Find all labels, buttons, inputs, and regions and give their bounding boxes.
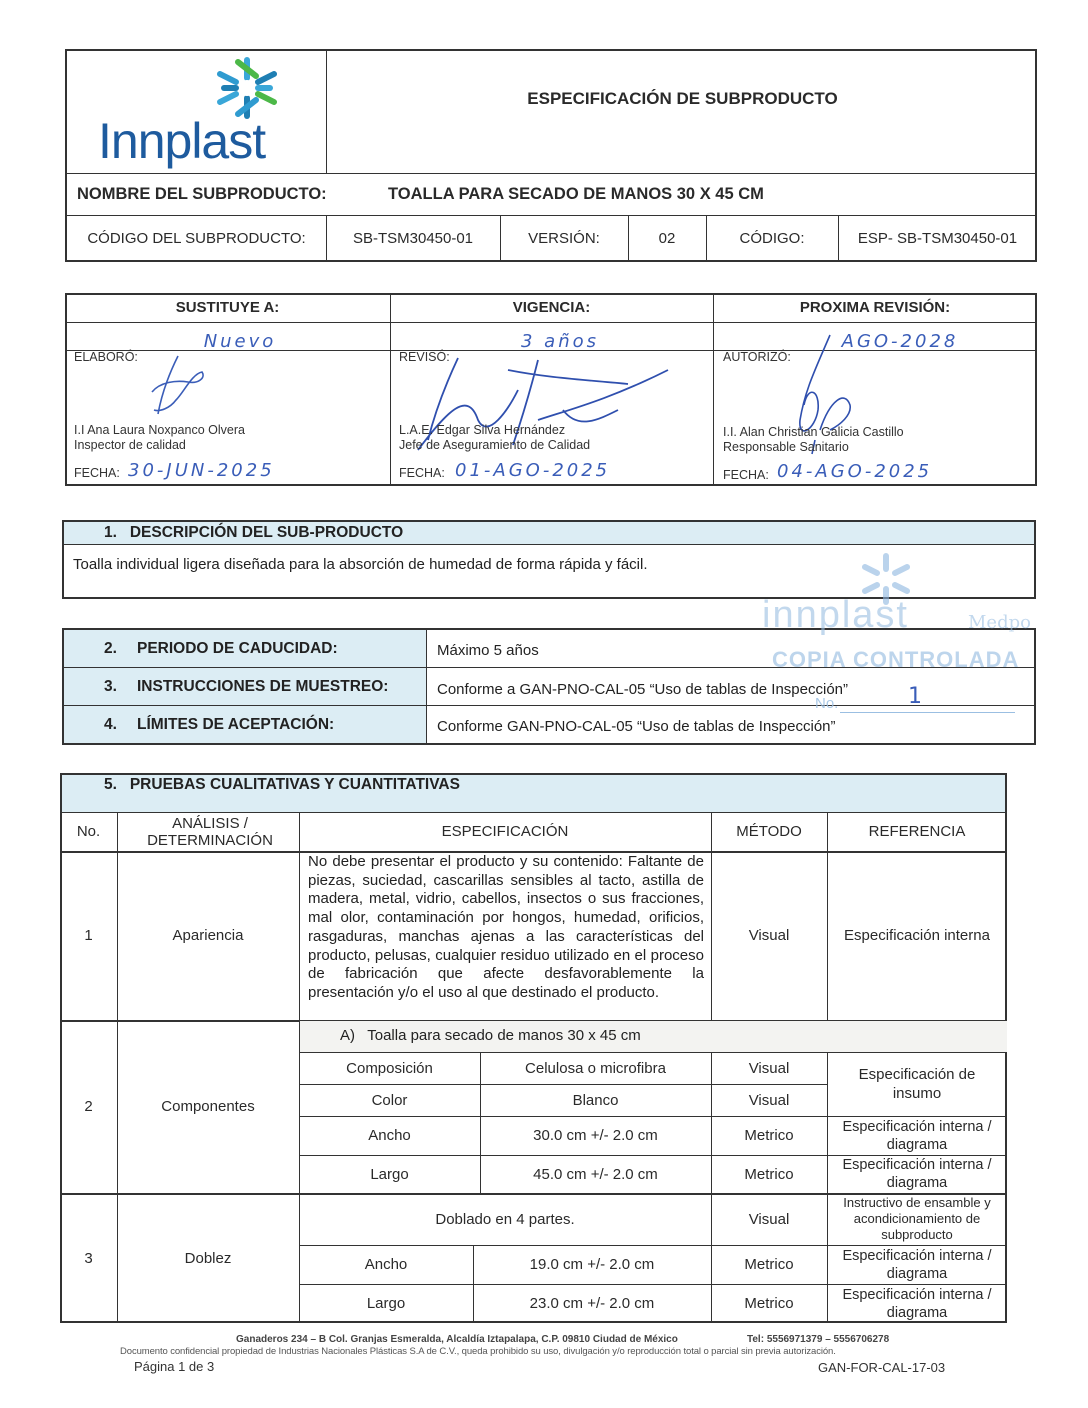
- component-attr: Color: [371, 1091, 408, 1109]
- fold-attr: Ancho: [364, 1256, 408, 1273]
- component-method: Metrico: [744, 1127, 794, 1144]
- version-value: 02: [658, 230, 676, 247]
- subproduct-name-label: NOMBRE DEL SUBPRODUCTO:: [77, 184, 327, 203]
- elaboro-role: Inspector de calidad: [74, 438, 186, 452]
- fold-reference: Instructivo de ensamble y acondicionamiento de subproducto: [843, 1195, 991, 1242]
- component-attr: Largo: [370, 1165, 409, 1183]
- column-header-specification: ESPECIFICACIÓN: [441, 823, 569, 840]
- watermark-partner: Medpo: [968, 612, 1031, 633]
- divider: [426, 628, 427, 745]
- divider: [827, 1193, 828, 1323]
- row2-number: 2: [84, 1098, 93, 1115]
- section1-title: 1. DESCRIPCIÓN DEL SUB-PRODUCTO: [104, 524, 404, 541]
- column-header-reference: REFERENCIA: [868, 823, 966, 840]
- elaboro-date: 30-JUN-2025: [128, 460, 275, 481]
- reviso-date: 01-AGO-2025: [455, 460, 611, 481]
- fold-reference: Especificación interna / diagrama: [842, 1286, 992, 1321]
- section4-value: Conforme GAN-PNO-CAL-05 “Uso de tablas de Inspección”: [437, 718, 836, 735]
- elaboro-name: I.I Ana Laura Noxpanco Olvera: [74, 423, 245, 437]
- substitutes-value: Nuevo: [203, 330, 277, 352]
- fold-value: 23.0 cm +/- 2.0 cm: [529, 1295, 655, 1312]
- section3-number: 3.: [104, 678, 117, 695]
- form-code: GAN-FOR-CAL-17-03: [818, 1360, 946, 1375]
- autorizo-date-label: FECHA:: [723, 468, 769, 482]
- subproduct-code-value: SB-TSM30450-01: [352, 230, 474, 247]
- company-logo: [90, 56, 305, 171]
- document-title: ESPECIFICACIÓN DE SUBPRODUCTO: [527, 89, 838, 108]
- divider: [62, 705, 1036, 706]
- component-value: Blanco: [572, 1091, 619, 1109]
- next-review-value: AGO-2028: [841, 330, 959, 352]
- elaboro-label: ELABORÓ:: [74, 350, 138, 364]
- divider: [62, 544, 1036, 545]
- copy-number-line: [840, 712, 1015, 713]
- row3-number: 3: [84, 1249, 93, 1267]
- autorizo-label: AUTORIZÓ:: [723, 350, 791, 364]
- fold-method: Visual: [748, 1210, 790, 1228]
- substitutes-label: SUSTITUYE A:: [175, 299, 280, 316]
- row3-analysis: Doblez: [184, 1249, 232, 1267]
- divider: [326, 49, 327, 173]
- divider: [65, 322, 1037, 323]
- subproduct-code-label: CÓDIGO DEL SUBPRODUCTO:: [87, 230, 306, 247]
- component-attr: Composición: [346, 1059, 433, 1077]
- column-header-method: MÉTODO: [736, 823, 802, 840]
- component-method: Visual: [748, 1059, 790, 1077]
- section4-number: 4.: [104, 716, 117, 733]
- component-shared-reference: Especificación de insumo: [858, 1066, 976, 1102]
- component-value: 30.0 cm +/- 2.0 cm: [533, 1127, 658, 1144]
- section3-value: Conforme a GAN-PNO-CAL-05 “Uso de tablas de Inspección”: [437, 681, 849, 698]
- component-method: Metrico: [744, 1165, 794, 1183]
- copy-number-value: 1: [908, 684, 925, 709]
- fold-value: 19.0 cm +/- 2.0 cm: [529, 1256, 655, 1273]
- divider: [827, 1052, 828, 1193]
- section3-label: INSTRUCCIONES DE MUESTREO:: [137, 678, 389, 695]
- reviso-name: L.A.E. Edgar Silva Hernández: [399, 423, 566, 437]
- component-method: Visual: [748, 1091, 790, 1109]
- fold-spec: Doblado en 4 partes.: [435, 1210, 575, 1228]
- section2-value: Máximo 5 años: [437, 642, 539, 659]
- reviso-date-label: FECHA:: [399, 466, 445, 480]
- document-code-label: CÓDIGO:: [739, 230, 805, 247]
- section2-label: PERIODO DE CADUCIDAD:: [137, 640, 338, 657]
- validity-label: VIGENCIA:: [512, 299, 591, 316]
- section1-text: Toalla individual ligera diseñada para la absorción de humedad de forma rápida y fácil.: [73, 556, 648, 573]
- autorizo-date: 04-AGO-2025: [777, 461, 933, 482]
- page-number: Página 1 de 3: [134, 1359, 215, 1374]
- logo-wordmark: Innplast: [98, 113, 266, 169]
- section4-label: LÍMITES DE ACEPTACIÓN:: [137, 716, 335, 733]
- row1-reference: Especificación interna: [844, 927, 990, 944]
- validity-value: 3 años: [520, 330, 599, 352]
- row1-number: 1: [84, 927, 93, 944]
- column-header-no: No.: [76, 823, 101, 840]
- row1-specification: No debe presentar el producto y su contenido: Faltante de piezas, suciedad, cascarillas sensibles al tacto, astilla de madera, metal, vidrio, cabellos, insectos o sus fracciones, mal olor, contaminación por hongos, humedad, orificios, rasgaduras, manchas ajenas a las características del producto, pelusas, cualquier residuo utilizado en el proceso de fabricación que afecte desfavorablemente la presentación y/o el uso al que destinado el producto.: [308, 853, 704, 1001]
- reviso-role: Jefe de Aseguramiento de Calidad: [399, 438, 591, 452]
- section5-title: 5. PRUEBAS CUALITATIVAS Y CUANTITATIVAS: [104, 776, 460, 793]
- fold-reference: Especificación interna / diagrama: [842, 1247, 992, 1282]
- row1-analysis: Apariencia: [172, 927, 244, 944]
- column-header-analysis: ANÁLISIS / DETERMINACIÓN: [147, 814, 273, 849]
- section2-number: 2.: [104, 640, 117, 657]
- component-value: 45.0 cm +/- 2.0 cm: [533, 1165, 658, 1183]
- component-value: Celulosa o microfibra: [525, 1059, 666, 1077]
- controlled-copy-stamp: COPIA CONTROLADA: [772, 647, 1020, 672]
- autorizo-role: Responsable Sanitario: [723, 440, 849, 454]
- footer-disclaimer: Documento confidencial propiedad de Industrias Nacionales Plásticas S.A de C.V., queda prohibido su uso, divulgación y/o reproducción total o parcial sin previa autorización.: [120, 1346, 836, 1357]
- next-review-label: PROXIMA REVISIÓN:: [799, 299, 951, 316]
- fold-attr: Largo: [366, 1295, 406, 1312]
- row2-analysis: Componentes: [161, 1098, 255, 1115]
- component-reference: Especificación interna / diagrama: [842, 1157, 992, 1191]
- row2-subheader: A) Toalla para secado de manos 30 x 45 cm: [340, 1027, 641, 1044]
- autorizo-name: I.I. Alan Christian Galicia Castillo: [723, 425, 904, 439]
- snowflake-logo-icon: [212, 56, 282, 120]
- component-attr: Ancho: [368, 1127, 411, 1144]
- row1-method: Visual: [748, 927, 790, 944]
- component-reference: Especificación interna / diagrama: [842, 1118, 992, 1153]
- fold-method: Metrico: [744, 1256, 794, 1273]
- footer-address: Ganaderos 234 – B Col. Granjas Esmeralda, Alcaldía Iztapalapa, C.P. 09810 Ciudad de México: [236, 1334, 678, 1345]
- reviso-label: REVISÓ:: [399, 350, 450, 364]
- footer-phone: Tel: 5556971379 – 5556706278: [747, 1334, 890, 1345]
- document-code-value: ESP- SB-TSM30450-01: [857, 230, 1018, 247]
- fold-method: Metrico: [744, 1295, 794, 1312]
- copy-number-label: No.: [815, 695, 839, 712]
- elaboro-date-label: FECHA:: [74, 466, 120, 480]
- subproduct-name-value: TOALLA PARA SECADO DE MANOS 30 X 45 CM: [388, 184, 764, 203]
- version-label: VERSIÓN:: [528, 230, 600, 247]
- signature-elaboro: [140, 352, 220, 424]
- watermark-brand: innplast: [762, 594, 909, 636]
